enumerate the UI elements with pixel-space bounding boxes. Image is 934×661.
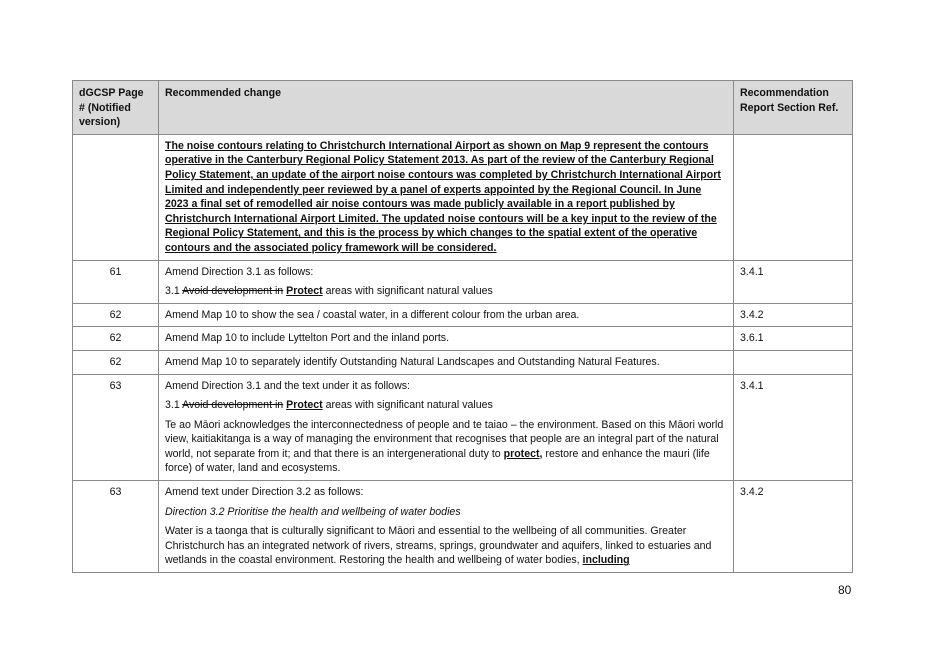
ref-cell: 3.4.2 xyxy=(734,481,853,573)
ref-cell: 3.4.1 xyxy=(734,260,853,303)
change-instruction: Amend Direction 3.1 and the text under it as follows: xyxy=(165,379,410,392)
table-row xyxy=(73,350,853,374)
table-row xyxy=(73,134,853,260)
change-cell: Amend Map 10 to include Lyttelton Port and the inland ports. xyxy=(159,327,734,351)
explanation-paragraph xyxy=(165,418,727,476)
change-cell xyxy=(159,134,734,260)
paragraph-text: Water is a taonga that is culturally significant to Māori and essential to the wellbeing of all communities. Greater Christchurch has an integrated network of rivers, streams, springs, groundwater and aquifers, linked to estuaries and wetlands in the coastal environment. Restoring the health and wellbeing of water bodies, xyxy=(165,525,712,567)
page-cell xyxy=(73,134,159,260)
change-instruction: Amend Direction 3.1 as follows: xyxy=(165,265,314,278)
page-number: 80 xyxy=(838,583,852,597)
change-cell xyxy=(159,374,734,481)
direction-number: 3.1 xyxy=(165,399,183,412)
page-cell: 62 xyxy=(73,327,159,351)
ref-cell xyxy=(734,350,853,374)
direction-text xyxy=(165,284,727,299)
table-row xyxy=(73,481,853,573)
explanation-paragraph xyxy=(165,524,727,568)
deleted-text: Avoid development in xyxy=(182,285,284,298)
change-cell xyxy=(159,481,734,573)
table-row xyxy=(73,374,853,481)
page-cell: 63 xyxy=(73,481,159,573)
change-cell: Amend Map 10 to separately identify Outstanding Natural Landscapes and Outstanding Natural Features. xyxy=(159,350,734,374)
page-cell: 62 xyxy=(73,350,159,374)
paragraph-text: Te ao Māori acknowledges the interconnectedness of people and te taiao – the environment. Based on this Māori world view, kaitiakitanga is a way of managing the environment that recognises that people are an integral part of the natural world, not separate from it; and that there is an intergenerational duty to xyxy=(165,418,724,460)
table-row xyxy=(73,260,853,303)
change-cell: Amend Map 10 to show the sea / coastal water, in a different colour from the urban area. xyxy=(159,303,734,327)
header-page-number: dGCSP Page # (Notified version) xyxy=(73,81,159,135)
direction-text xyxy=(165,398,727,413)
page-cell: 62 xyxy=(73,303,159,327)
inserted-text: including xyxy=(582,554,630,567)
ref-cell: 3.6.1 xyxy=(734,327,853,351)
ref-cell: 3.4.1 xyxy=(734,374,853,481)
table-header-row xyxy=(73,81,853,135)
inserted-text: Protect xyxy=(286,399,323,412)
change-cell xyxy=(159,260,734,303)
ref-cell xyxy=(734,134,853,260)
inserted-noise-contours-text: The noise contours relating to Christchurch International Airport as shown on Map 9 represent the contours operative in the Canterbury Regional Policy Statement 2013. As part of the review of the Canterbury Regional Policy Statement, an update of the airport noise contours was completed by Christchurch International Airport Limited and independently peer reviewed by a panel of experts appointed by the Regional Council. In June 2023 a final set of remodelled air noise contours was made publicly available in a report published by Christchurch International Airport Limited. The updated noise contours will be a key input to the review of the Regional Policy Statement, and this is the process by which changes to the spatial extent of the operative contours and the associated policy framework will be considered. xyxy=(165,139,721,254)
paragraph-text-end: restore and enhance the mauri (life force) of water, land and ecosystems. xyxy=(165,447,710,475)
ref-cell: 3.4.2 xyxy=(734,303,853,327)
page-cell: 63 xyxy=(73,374,159,481)
header-recommended-change: Recommended change xyxy=(159,81,734,135)
inserted-text: Protect xyxy=(286,285,323,298)
direction-remainder: areas with significant natural values xyxy=(322,285,493,298)
direction-heading: Direction 3.2 Prioritise the health and wellbeing of water bodies xyxy=(165,505,461,518)
table-row xyxy=(73,327,853,351)
direction-remainder: areas with significant natural values xyxy=(322,399,493,412)
header-section-ref: Recommendation Report Section Ref. xyxy=(734,81,853,135)
recommendations-table xyxy=(72,80,853,573)
page-cell: 61 xyxy=(73,260,159,303)
inserted-text: protect, xyxy=(503,447,543,460)
change-instruction: Amend text under Direction 3.2 as follows: xyxy=(165,486,364,499)
deleted-text: Avoid development in xyxy=(182,399,284,412)
table-row xyxy=(73,303,853,327)
direction-number: 3.1 xyxy=(165,285,183,298)
